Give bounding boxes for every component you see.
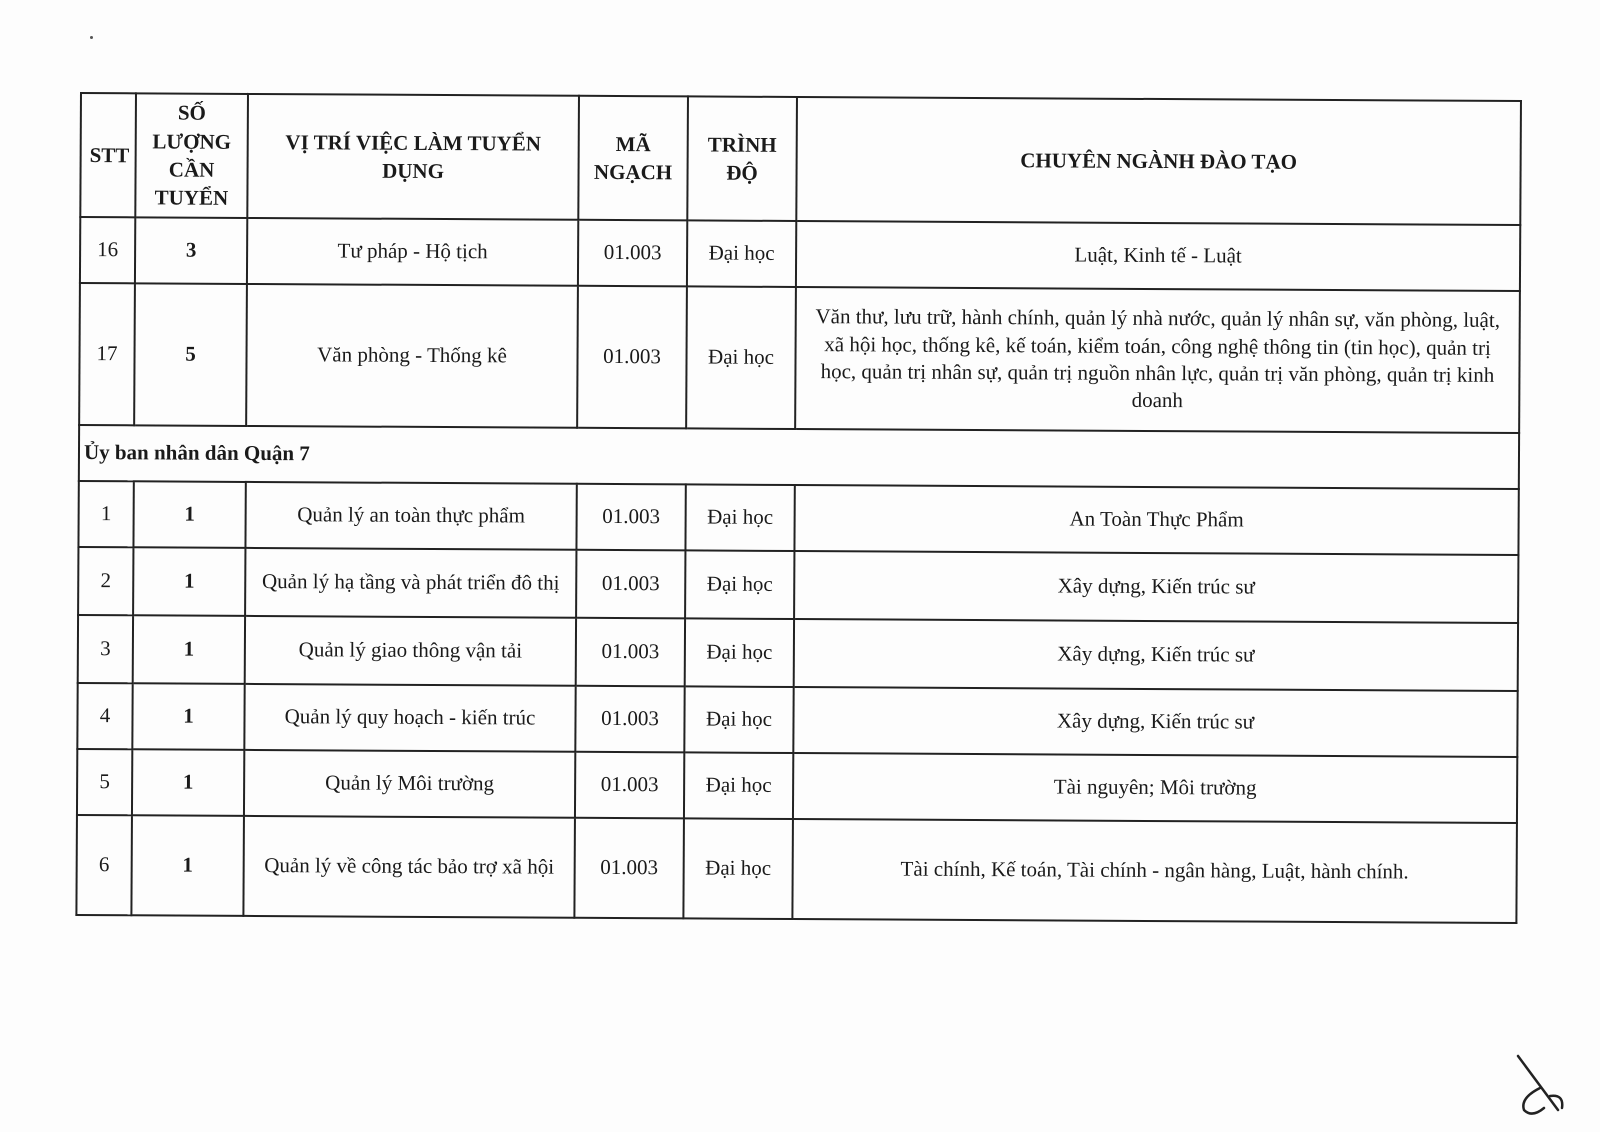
cell-position: Văn phòng - Thống kê [246, 284, 578, 428]
cell-major: Luật, Kinh tế - Luật [796, 221, 1520, 291]
cell-position: Quản lý an toàn thực phẩm [245, 482, 576, 550]
cell-position: Quản lý Môi trường [244, 750, 575, 818]
group-title: Ủy ban nhân dân Quận 7 [79, 425, 1519, 489]
header-stt: STT [80, 93, 136, 217]
scan-speck [90, 36, 93, 39]
cell-code: 01.003 [577, 286, 687, 429]
cell-stt: 16 [80, 217, 135, 283]
cell-level: Đại học [684, 686, 793, 753]
header-row [80, 93, 1521, 225]
header-so-luong: SỐ LƯỢNG CẦN TUYỂN [135, 93, 248, 218]
table-row [80, 217, 1520, 291]
cell-major: Tài nguyên; Môi trường [793, 753, 1517, 823]
cell-level: Đại học [687, 220, 796, 287]
cell-qty: 1 [132, 683, 244, 750]
cell-qty: 1 [133, 481, 245, 548]
cell-code: 01.003 [576, 484, 685, 551]
table-row [79, 283, 1520, 433]
cell-major: Tài chính, Kế toán, Tài chính - ngân hàng, Luật, hành chính. [792, 819, 1517, 923]
header-ma-ngach: MÃ NGẠCH [578, 96, 688, 221]
cell-code: 01.003 [574, 818, 684, 919]
cell-position: Quản lý về công tác bảo trợ xã hội [243, 816, 575, 918]
header-vi-tri: VỊ TRÍ VIỆC LÀM TUYỂN DỤNG [247, 94, 579, 220]
cell-stt: 1 [78, 481, 133, 547]
table-row [77, 749, 1517, 823]
table-row [78, 481, 1518, 555]
cell-major: Văn thư, lưu trữ, hành chính, quản lý nhà nước, quản lý nhân sự, văn phòng, luật, xã hội học, thống kê, kế toán, kiểm toán, công nghệ thông tin (tin học), quản trị học, quản trị nhân sự, quản trị nguồn nhân lực, quản trị văn phòng, quản trị kinh doanh [795, 287, 1520, 433]
cell-code: 01.003 [576, 550, 685, 619]
cell-level: Đại học [685, 484, 794, 551]
table-row [77, 683, 1517, 757]
cell-stt: 5 [77, 749, 132, 815]
cell-level: Đại học [685, 618, 794, 687]
cell-qty: 1 [131, 815, 244, 916]
cell-level: Đại học [686, 286, 796, 429]
cell-major: Xây dựng, Kiến trúc sư [794, 619, 1518, 691]
table-row [76, 815, 1517, 923]
cell-stt: 4 [77, 683, 132, 749]
table-row [78, 547, 1518, 623]
cell-qty: 1 [133, 615, 245, 684]
group-header-row [79, 425, 1519, 489]
table-row [78, 615, 1518, 691]
cell-qty: 1 [133, 547, 245, 616]
cell-major: Xây dựng, Kiến trúc sư [794, 551, 1518, 623]
initials-signature-mark [1510, 1050, 1570, 1120]
cell-stt: 2 [78, 547, 133, 615]
cell-qty: 3 [135, 217, 247, 284]
cell-level: Đại học [685, 550, 794, 619]
cell-major: An Toàn Thực Phẩm [794, 485, 1518, 555]
cell-code: 01.003 [575, 752, 684, 819]
cell-position: Tư pháp - Hộ tịch [247, 218, 578, 286]
cell-stt: 6 [76, 815, 132, 915]
cell-position: Quản lý quy hoạch - kiến trúc [244, 684, 575, 752]
cell-position: Quản lý giao thông vận tải [245, 616, 576, 686]
recruitment-table [75, 92, 1522, 924]
cell-major: Xây dựng, Kiến trúc sư [793, 687, 1517, 757]
header-trinh-do: TRÌNH ĐỘ [687, 96, 797, 221]
cell-level: Đại học [684, 752, 793, 819]
cell-stt: 3 [78, 615, 133, 683]
cell-code: 01.003 [578, 220, 687, 287]
cell-position: Quản lý hạ tầng và phát triển đô thị [245, 548, 576, 618]
cell-qty: 1 [132, 749, 244, 816]
cell-code: 01.003 [576, 618, 685, 687]
cell-qty: 5 [134, 283, 247, 426]
header-chuyen-nganh: CHUYÊN NGÀNH ĐÀO TẠO [796, 97, 1521, 225]
cell-level: Đại học [683, 818, 793, 919]
cell-code: 01.003 [575, 686, 684, 753]
recruitment-table-container [75, 92, 1520, 924]
cell-stt: 17 [79, 283, 135, 425]
